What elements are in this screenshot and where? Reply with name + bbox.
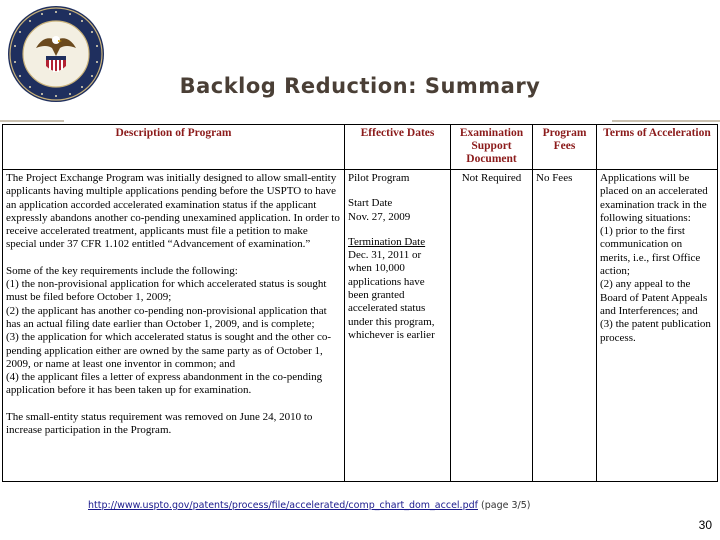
description-note: The small-entity status requirement was removed on June 24, 2010 to increase participation in the Program. [6,410,313,437]
terms-cell [597,170,718,482]
start-date-label: Start Date [348,197,393,210]
header-terms: Terms of Acceleration [597,125,718,170]
requirement-item: (3) the application for which accelerated status is sought and the other co-pending application either are owned by the same party as of October 1, 2009, or name at least one inventor in common; and [6,331,331,370]
program-summary-table [2,124,718,482]
pilot-program-label: Pilot Program [348,172,410,184]
start-date-value: Nov. 27, 2009 [348,210,411,223]
title-divider-right [612,120,720,122]
source-link[interactable]: http://www.uspto.gov/patents/process/file/accelerated/comp_chart_dom_accel.pdf [88,500,478,511]
table-header-row [3,125,718,170]
header-program-fees: Program Fees [533,125,597,170]
page-number: 30 [698,518,712,532]
header-description: Description of Program [3,125,345,170]
title-divider-left [0,120,64,122]
terms-intro: Applications will be placed on an accelerated examination track in the following situations: [600,172,708,224]
requirement-item: (1) the non-provisional application for which accelerated status is sought must be filed before October 1, 2009; [6,278,327,304]
source-page-note: (page 3/5) [481,500,531,511]
requirement-item: (4) the applicant files a letter of express abandonment in the co-pending application before it has been taken up for examination. [6,371,323,397]
program-fees-cell: No Fees [533,170,597,482]
table-row [3,170,718,482]
termination-date-value: Dec. 31, 2011 or when 10,000 applications have been granted accelerated status under this program, whichever is earlier [348,249,435,341]
effective-dates-cell [345,170,451,482]
requirement-item: (2) the applicant has another co-pending non-provisional application that has an actual filing date earlier than October 1, 2009, and is complete; [6,304,327,330]
requirements-intro: Some of the key requirements include the following: [6,264,238,277]
terms-item: (3) the patent publication process. [600,318,711,344]
header-effective-dates: Effective Dates [345,125,451,170]
exam-support-cell: Not Required [451,170,533,482]
terms-item: (2) any appeal to the Board of Patent Appeals and Interferences; and [600,278,708,317]
source-citation [88,500,530,511]
header-exam-support: Examination Support Document [451,125,533,170]
terms-item: (1) prior to the first communication on merits, i.e., first Office action; [600,225,701,278]
description-paragraph: The Project Exchange Program was initially designed to allow small-entity applicants having multiple applications pending before the USPTO to have an application accorded accelerated examination status if the applicant expressly abandons another co-pending unexamined application. In order to receive accelerated treatment, applicants must file a petition to make special under 37 CFR 1.102 entitled “Advancement of examination.” [6,172,340,251]
termination-date-label: Termination Date [348,235,426,248]
page-title: Backlog Reduction: Summary [179,74,541,98]
program-table-image [2,124,718,482]
description-cell [3,170,345,482]
